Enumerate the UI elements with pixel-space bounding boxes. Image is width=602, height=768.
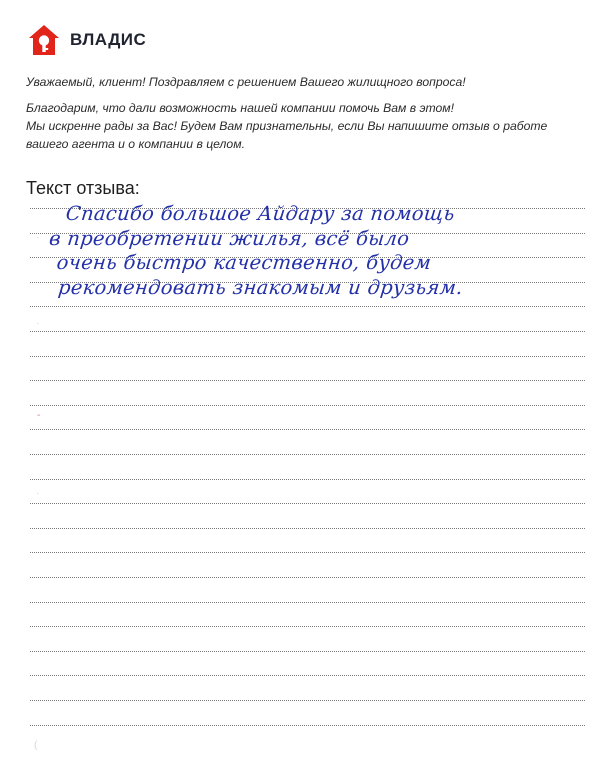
intro-line-4: вашего агента и о компании в целом. [26,137,245,151]
brand-name: ВЛАДИС [70,30,147,49]
ruled-lines [30,0,590,768]
scan-speck: ( [34,740,38,751]
scan-speck: · [36,318,40,329]
ruled-line [30,429,585,430]
ruled-line [30,331,585,332]
intro-line-3: Мы искренне рады за Вас! Будем Вам признательны, если Вы напишите отзыв о работе [26,119,548,133]
ruled-line [30,454,585,455]
scan-speck: - [37,410,41,421]
ruled-line [30,479,585,480]
scan-speck: · [36,232,40,243]
ruled-line [30,700,585,701]
ruled-line [30,503,585,504]
ruled-line [30,577,585,578]
ruled-line [30,602,585,603]
ruled-line [30,380,585,381]
handwritten-line-3: очень быстро качественно, будем [55,251,433,274]
ruled-line [30,675,585,676]
ruled-line [30,626,585,627]
review-title: Текст отзыва: [26,178,140,198]
scan-speck: · [36,488,40,499]
handwritten-line-4: рекомендовать знакомым и друзьям. [57,275,465,299]
ruled-line [30,306,585,307]
ruled-line [30,725,585,726]
intro-line-2: Благодарим, что дали возможность нашей компании помочь Вам в этом! [26,101,455,115]
handwritten-review [48,202,567,300]
ruled-line [30,651,585,652]
handwritten-line-2: в преобретении жилья, всё было [48,226,411,250]
intro-line-1: Уважаемый, клиент! Поздравляем с решением Вашего жилищного вопроса! [26,75,466,89]
ruled-line [30,356,585,357]
ruled-line [30,405,585,406]
ruled-line [30,552,585,553]
handwritten-line-1: Спасибо большое Айдару за помощь [64,202,456,225]
ruled-line [30,528,585,529]
